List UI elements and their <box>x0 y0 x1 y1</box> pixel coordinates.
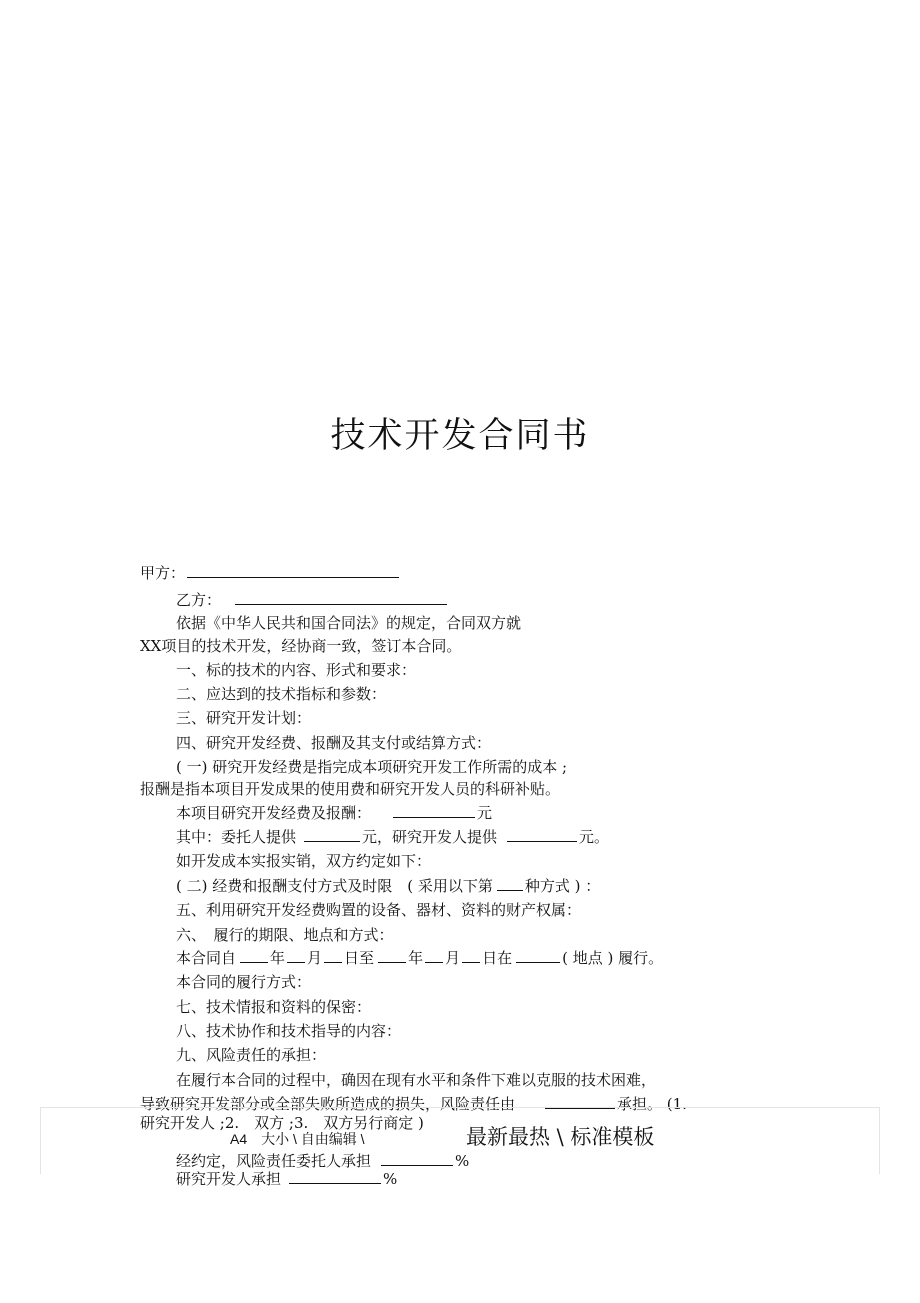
section-9-heading: 九、风险责任的承担： <box>176 1046 327 1064</box>
risk-bearer-suffix: 承担。 (1. <box>617 1095 687 1113</box>
developer-risk-percent: % <box>383 1170 398 1188</box>
term-end-year-label: 年 <box>408 949 424 967</box>
party-a-label: 甲方： <box>140 564 186 582</box>
term-end-month-label: 月 <box>445 949 461 967</box>
fee-unit: 元 <box>477 804 493 822</box>
risk-options-line: 研究开发人 ;2. 双方 ;3. 双方另行商定 ) <box>140 1114 424 1132</box>
term-place-label: ( 地点 ) 履行。 <box>562 949 664 967</box>
section-4-1-line-2: 报酬是指本项目开发成果的使用费和研究开发人员的科研补贴。 <box>140 780 561 798</box>
footer-left-text: A4 大小 \ 自由编辑 \ <box>230 1131 365 1147</box>
client-provide-label: 其中：委托人提供 <box>176 828 297 846</box>
perform-method-line: 本合同的履行方式： <box>176 973 312 991</box>
client-risk-blank[interactable] <box>381 1151 453 1166</box>
intro-line-2: XX项目的技术开发，经协商一致，签订本合同。 <box>140 637 462 655</box>
intro-line-1: 依据《中华人民共和国合同法》的规定，合同双方就 <box>176 614 522 632</box>
party-b-line <box>176 590 449 610</box>
payment-method-suffix: 种方式 ) ： <box>524 877 601 895</box>
place-blank[interactable] <box>516 948 560 963</box>
section-4-2-line <box>176 876 600 896</box>
term-at-label: 日在 <box>482 949 513 967</box>
party-a-line <box>140 563 401 583</box>
start-day-blank[interactable] <box>324 948 342 963</box>
fee-split-unit: 元。 <box>579 828 610 846</box>
party-a-blank[interactable] <box>187 563 399 578</box>
start-year-blank[interactable] <box>240 948 268 963</box>
section-6-heading: 六、 履行的期限、地点和方式： <box>176 926 394 944</box>
section-7-heading: 七、技术情报和资料的保密： <box>176 998 372 1016</box>
fee-line <box>176 803 492 823</box>
payment-method-label: ( 二) 经费和报酬支付方式及时限 ( 采用以下第 <box>176 877 493 895</box>
client-risk-label: 经约定，风险责任委托人承担 <box>176 1152 372 1170</box>
developer-risk-label: 研究开发人承担 <box>176 1170 282 1188</box>
term-year-label: 年 <box>270 949 286 967</box>
section-1-heading: 一、标的技术的内容、形式和要求： <box>176 661 417 679</box>
party-b-label: 乙方： <box>176 591 222 609</box>
term-to-label: 日至 <box>344 949 375 967</box>
section-5-heading: 五、利用研究开发经费购置的设备、器材、资料的财产权属： <box>176 901 582 919</box>
term-line <box>176 948 663 968</box>
payment-method-blank[interactable] <box>497 876 523 891</box>
actual-cost-line: 如开发成本实报实销，双方约定如下： <box>176 852 432 870</box>
start-month-blank[interactable] <box>287 948 305 963</box>
risk-bearer-label: 导致研究开发部分或全部失败所造成的损失，风险责任由 <box>140 1095 516 1113</box>
client-provide-blank[interactable] <box>304 827 360 842</box>
section-3-heading: 三、研究开发计划： <box>176 709 312 727</box>
section-4-heading: 四、研究开发经费、报酬及其支付或结算方式： <box>176 734 492 752</box>
developer-risk-line <box>176 1169 397 1189</box>
term-month-label: 月 <box>307 949 323 967</box>
developer-provide-blank[interactable] <box>507 827 577 842</box>
developer-risk-blank[interactable] <box>289 1169 381 1184</box>
fee-blank[interactable] <box>393 803 475 818</box>
section-2-heading: 二、应达到的技术指标和参数： <box>176 685 387 703</box>
end-day-blank[interactable] <box>462 948 480 963</box>
fee-label: 本项目研究开发经费及报酬： <box>176 804 372 822</box>
client-risk-percent: % <box>455 1152 470 1170</box>
risk-line-1: 在履行本合同的过程中，确因在现有水平和条件下难以克服的技术困难， <box>176 1071 657 1089</box>
end-month-blank[interactable] <box>425 948 443 963</box>
client-risk-line <box>176 1151 469 1171</box>
term-from-label: 本合同自 <box>176 949 237 967</box>
developer-provide-label: 元，研究开发人提供 <box>362 828 498 846</box>
document-title: 技术开发合同书 <box>330 416 590 456</box>
fee-split-line <box>176 827 609 847</box>
footer-right-text: 最新最热 \ 标准模板 <box>466 1125 655 1149</box>
party-b-blank[interactable] <box>235 590 447 605</box>
section-8-heading: 八、技术协作和技术指导的内容： <box>176 1022 402 1040</box>
section-4-1-line-1: ( 一) 研究开发经费是指完成本项研究开发工作所需的成本 ; <box>176 758 568 776</box>
end-year-blank[interactable] <box>378 948 406 963</box>
